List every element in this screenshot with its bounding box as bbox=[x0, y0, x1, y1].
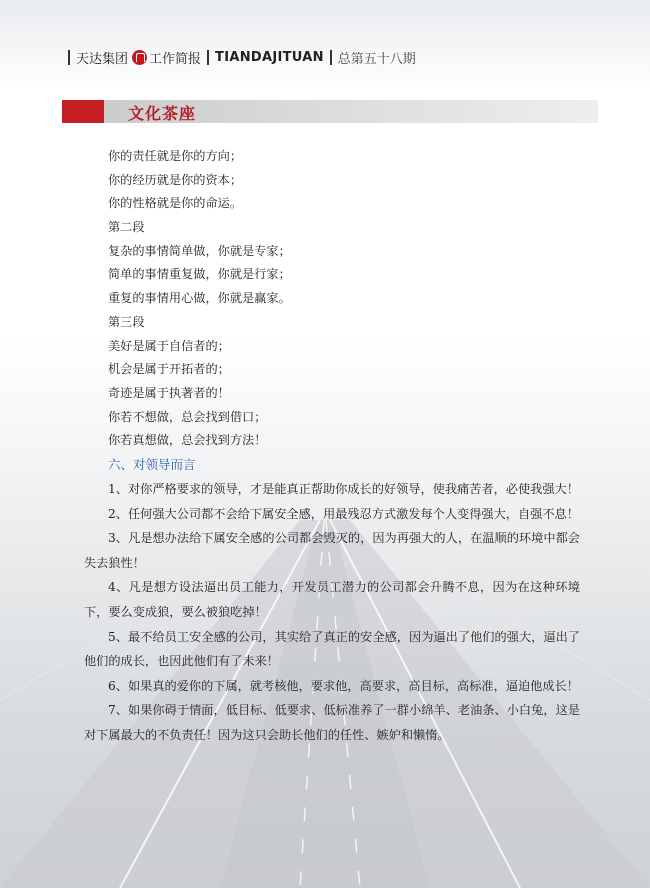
section-accent-block bbox=[62, 100, 104, 123]
text-line: 重复的事情用心做，你就是赢家。 bbox=[108, 291, 291, 306]
subheading: 六、对领导而言 bbox=[108, 456, 196, 472]
header-divider bbox=[68, 50, 70, 65]
text-line: 你若不想做，总会找到借口； bbox=[108, 409, 267, 424]
text-line: 你若真想做，总会找到方法！ bbox=[108, 433, 267, 448]
text-line: 复杂的事情简单做，你就是专家； bbox=[108, 243, 291, 258]
paragraph: 5、最不给员工安全感的公司，其实给了真正的安全感，因为逼出了他们的强大，逼出了他们的成长，也因此他们有了未来！ bbox=[84, 629, 580, 669]
text-line: 第二段 bbox=[108, 220, 145, 235]
text-line: 第三段 bbox=[108, 314, 145, 329]
paragraph: 6、如果真的爱你的下属，就考核他，要求他，高要求，高目标，高标准，逼迫他成长！ bbox=[108, 678, 579, 693]
text-line: 你的经历就是你的资本； bbox=[108, 172, 243, 187]
issue-number: 总第五十八期 bbox=[337, 51, 416, 67]
text-line: 你的责任就是你的方向； bbox=[108, 149, 243, 163]
running-header bbox=[62, 46, 416, 68]
text-line: 你的性格就是你的命运。 bbox=[108, 196, 243, 211]
text-line: 简单的事情重复做，你就是行家； bbox=[108, 267, 291, 282]
text-line: 机会是属于开拓者的； bbox=[108, 362, 230, 377]
paragraph: 7、如果你碍于情面，低目标、低要求、低标准养了一群小绵羊、老油条、小白兔，这是对下属最大的不负责任！因为这只会助长他们的任性、嫉妒和懒惰。 bbox=[84, 703, 580, 742]
paragraph: 3、凡是想办法给下属安全感的公司都会毁灭的，因为再强大的人，在温顺的环境中都会失去狼性！ bbox=[84, 531, 580, 570]
text-line: 美好是属于自信者的； bbox=[108, 338, 230, 353]
text-line: 奇迹是属于执著者的！ bbox=[108, 385, 230, 400]
section-title: 文化茶座 bbox=[128, 104, 197, 123]
company-latin-name: TIANDAJITUAN bbox=[215, 49, 324, 65]
company-name: 天达集团 bbox=[76, 51, 129, 67]
section-title-bar bbox=[62, 100, 598, 123]
paragraph: 2、任何强大公司都不会给下属安全感，用最残忍方式激发每个人变得强大，自强不息！ bbox=[108, 506, 579, 521]
company-logo-icon bbox=[132, 50, 147, 65]
paragraph: 4、凡是想方设法逼出员工能力，开发员工潜力的公司都会升腾不息，因为在这种环境下，要么变成狼，要么被狼吃掉！ bbox=[84, 580, 580, 619]
paragraph: 1、对你严格要求的领导，才是能真正帮助你成长的好领导，使我痛苦者，必使我强大！ bbox=[108, 481, 579, 496]
article-body bbox=[84, 145, 604, 747]
newsletter-name: 工作简报 bbox=[149, 51, 202, 67]
header-divider bbox=[330, 50, 332, 65]
header-divider bbox=[207, 50, 209, 65]
